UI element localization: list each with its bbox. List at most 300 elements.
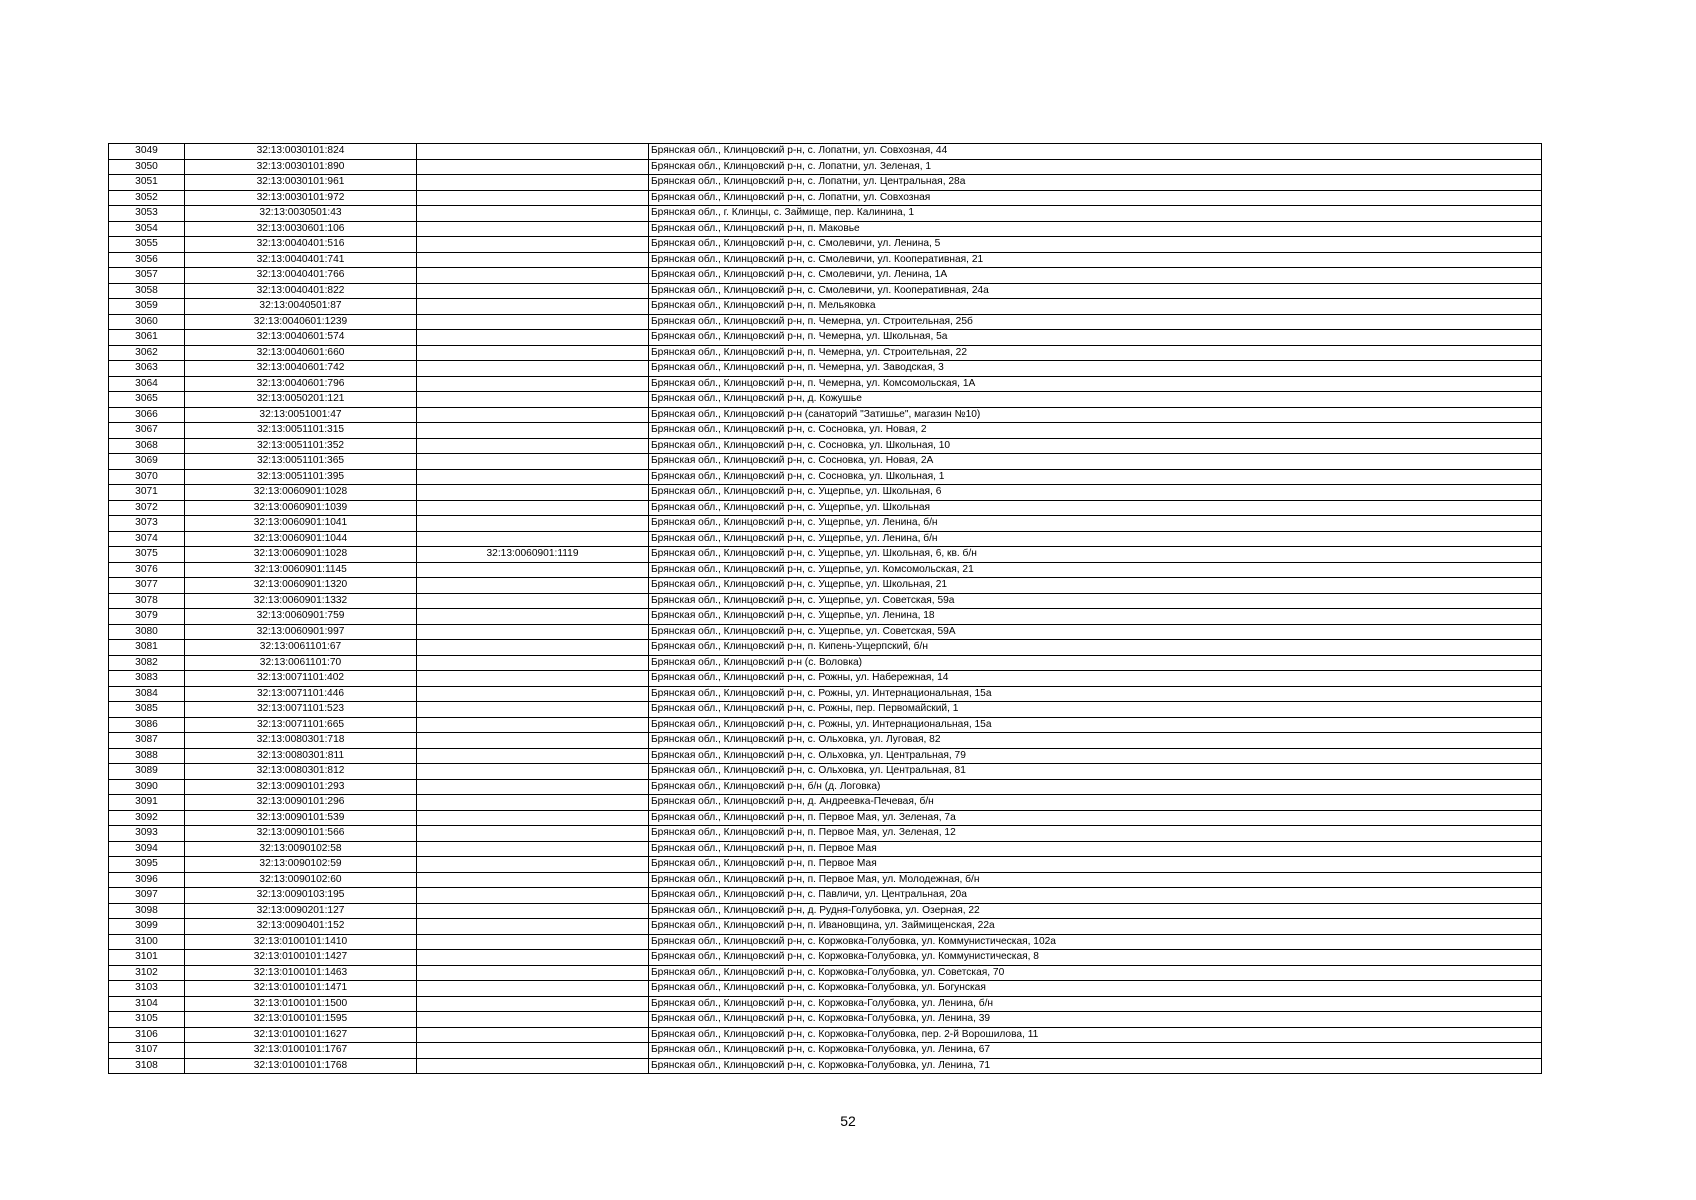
row-number-cell: 3059: [109, 299, 185, 315]
related-cadastral-number-cell: [417, 516, 649, 532]
row-number-cell: 3096: [109, 872, 185, 888]
address-cell: Брянская обл., Клинцовский р-н, п. Чемерна, ул. Комсомольская, 1А: [649, 376, 1542, 392]
related-cadastral-number-cell: [417, 407, 649, 423]
cadastral-number-cell: 32:13:0100101:1471: [185, 981, 417, 997]
cadastral-number-cell: 32:13:0060901:1041: [185, 516, 417, 532]
cadastral-number-cell: 32:13:0100101:1410: [185, 934, 417, 950]
table-row: [109, 779, 1542, 795]
row-number-cell: 3064: [109, 376, 185, 392]
table-row: [109, 748, 1542, 764]
related-cadastral-number-cell: [417, 624, 649, 640]
row-number-cell: 3089: [109, 764, 185, 780]
row-number-cell: 3075: [109, 547, 185, 563]
cadastral-number-cell: 32:13:0060901:1320: [185, 578, 417, 594]
table-row: [109, 733, 1542, 749]
row-number-cell: 3101: [109, 950, 185, 966]
related-cadastral-number-cell: [417, 934, 649, 950]
row-number-cell: 3102: [109, 965, 185, 981]
table-row: [109, 609, 1542, 625]
address-cell: Брянская обл., Клинцовский р-н, с. Смолевичи, ул. Ленина, 5: [649, 237, 1542, 253]
cadastral-number-cell: 32:13:0060901:1028: [185, 485, 417, 501]
table-row: [109, 547, 1542, 563]
row-number-cell: 3093: [109, 826, 185, 842]
row-number-cell: 3080: [109, 624, 185, 640]
table-row: [109, 144, 1542, 160]
table-row: [109, 516, 1542, 532]
row-number-cell: 3105: [109, 1012, 185, 1028]
cadastral-number-cell: 32:13:0100101:1767: [185, 1043, 417, 1059]
address-cell: Брянская обл., Клинцовский р-н, п. Чемерна, ул. Строительная, 22: [649, 345, 1542, 361]
address-cell: Брянская обл., Клинцовский р-н, с. Павличи, ул. Центральная, 20а: [649, 888, 1542, 904]
related-cadastral-number-cell: [417, 857, 649, 873]
table-row: [109, 299, 1542, 315]
row-number-cell: 3068: [109, 438, 185, 454]
address-cell: Брянская обл., Клинцовский р-н, с. Рожны, пер. Первомайский, 1: [649, 702, 1542, 718]
address-cell: Брянская обл., Клинцовский р-н, с. Лопатни, ул. Совхозная: [649, 190, 1542, 206]
table-row: [109, 1027, 1542, 1043]
related-cadastral-number-cell: [417, 159, 649, 175]
address-cell: Брянская обл., Клинцовский р-н, п. Первое Мая, ул. Зеленая, 12: [649, 826, 1542, 842]
row-number-cell: 3103: [109, 981, 185, 997]
row-number-cell: 3058: [109, 283, 185, 299]
row-number-cell: 3088: [109, 748, 185, 764]
address-cell: Брянская обл., Клинцовский р-н, с. Коржовка-Голубовка, ул. Ленина, 39: [649, 1012, 1542, 1028]
address-cell: Брянская обл., Клинцовский р-н, с. Смолевичи, ул. Кооперативная, 21: [649, 252, 1542, 268]
related-cadastral-number-cell: [417, 469, 649, 485]
table-row: [109, 159, 1542, 175]
table-row: [109, 330, 1542, 346]
address-cell: Брянская обл., Клинцовский р-н, с. Ущерпье, ул. Школьная, 6: [649, 485, 1542, 501]
address-cell: Брянская обл., Клинцовский р-н, с. Смолевичи, ул. Ленина, 1А: [649, 268, 1542, 284]
related-cadastral-number-cell: [417, 1043, 649, 1059]
related-cadastral-number-cell: [417, 903, 649, 919]
cadastral-number-cell: 32:13:0090101:296: [185, 795, 417, 811]
related-cadastral-number-cell: [417, 795, 649, 811]
row-number-cell: 3065: [109, 392, 185, 408]
cadastral-number-cell: 32:13:0100101:1627: [185, 1027, 417, 1043]
address-cell: Брянская обл., Клинцовский р-н, п. Чемерна, ул. Заводская, 3: [649, 361, 1542, 377]
cadastral-number-cell: 32:13:0060901:997: [185, 624, 417, 640]
cadastral-number-cell: 32:13:0051101:315: [185, 423, 417, 439]
address-cell: Брянская обл., Клинцовский р-н, п. Первое Мая, ул. Зеленая, 7а: [649, 810, 1542, 826]
table-row: [109, 981, 1542, 997]
cadastral-number-cell: 32:13:0090101:566: [185, 826, 417, 842]
row-number-cell: 3077: [109, 578, 185, 594]
table-row: [109, 423, 1542, 439]
cadastral-number-cell: 32:13:0080301:812: [185, 764, 417, 780]
address-cell: Брянская обл., Клинцовский р-н, п. Мельяковка: [649, 299, 1542, 315]
address-cell: Брянская обл., г. Клинцы, с. Займище, пер. Калинина, 1: [649, 206, 1542, 222]
row-number-cell: 3082: [109, 655, 185, 671]
cadastral-number-cell: 32:13:0100101:1500: [185, 996, 417, 1012]
related-cadastral-number-cell: 32:13:0060901:1119: [417, 547, 649, 563]
cadastral-number-cell: 32:13:0040601:574: [185, 330, 417, 346]
cadastral-number-cell: 32:13:0100101:1595: [185, 1012, 417, 1028]
table-row: [109, 314, 1542, 330]
cadastral-number-cell: 32:13:0090102:60: [185, 872, 417, 888]
table-row: [109, 469, 1542, 485]
address-cell: Брянская обл., Клинцовский р-н, б/н (д. Логовка): [649, 779, 1542, 795]
table-row: [109, 175, 1542, 191]
related-cadastral-number-cell: [417, 206, 649, 222]
related-cadastral-number-cell: [417, 888, 649, 904]
cadastral-number-cell: 32:13:0090103:195: [185, 888, 417, 904]
cadastral-number-cell: 32:13:0090101:539: [185, 810, 417, 826]
row-number-cell: 3107: [109, 1043, 185, 1059]
row-number-cell: 3097: [109, 888, 185, 904]
cadastral-number-cell: 32:13:0040601:1239: [185, 314, 417, 330]
table-row: [109, 531, 1542, 547]
table-row: [109, 934, 1542, 950]
cadastral-number-cell: 32:13:0040601:660: [185, 345, 417, 361]
related-cadastral-number-cell: [417, 144, 649, 160]
address-cell: Брянская обл., Клинцовский р-н, с. Сосновка, ул. Новая, 2А: [649, 454, 1542, 470]
table-row: [109, 407, 1542, 423]
related-cadastral-number-cell: [417, 1027, 649, 1043]
address-cell: Брянская обл., Клинцовский р-н, п. Первое Мая: [649, 857, 1542, 873]
row-number-cell: 3053: [109, 206, 185, 222]
row-number-cell: 3060: [109, 314, 185, 330]
table-row: [109, 795, 1542, 811]
address-cell: Брянская обл., Клинцовский р-н, с. Ущерпье, ул. Школьная, 6, кв. б/н: [649, 547, 1542, 563]
related-cadastral-number-cell: [417, 640, 649, 656]
cadastral-number-cell: 32:13:0090101:293: [185, 779, 417, 795]
address-cell: Брянская обл., Клинцовский р-н, с. Ущерпье, ул. Советская, 59а: [649, 593, 1542, 609]
cadastral-number-cell: 32:13:0080301:718: [185, 733, 417, 749]
row-number-cell: 3052: [109, 190, 185, 206]
address-cell: Брянская обл., Клинцовский р-н, с. Ущерпье, ул. Ленина, 18: [649, 609, 1542, 625]
related-cadastral-number-cell: [417, 252, 649, 268]
table-row: [109, 655, 1542, 671]
table-row: [109, 268, 1542, 284]
related-cadastral-number-cell: [417, 655, 649, 671]
table-row: [109, 1043, 1542, 1059]
cadastral-number-cell: 32:13:0090201:127: [185, 903, 417, 919]
address-cell: Брянская обл., Клинцовский р-н, с. Лопатни, ул. Центральная, 28а: [649, 175, 1542, 191]
related-cadastral-number-cell: [417, 438, 649, 454]
related-cadastral-number-cell: [417, 454, 649, 470]
related-cadastral-number-cell: [417, 423, 649, 439]
cadastral-number-cell: 32:13:0061101:67: [185, 640, 417, 656]
address-cell: Брянская обл., Клинцовский р-н, п. Кипень-Ущерпский, б/н: [649, 640, 1542, 656]
cadastral-number-cell: 32:13:0040401:766: [185, 268, 417, 284]
cadastral-number-cell: 32:13:0100101:1463: [185, 965, 417, 981]
table-row: [109, 903, 1542, 919]
related-cadastral-number-cell: [417, 733, 649, 749]
table-row: [109, 857, 1542, 873]
cadastral-number-cell: 32:13:0060901:1039: [185, 500, 417, 516]
table-row: [109, 221, 1542, 237]
table-row: [109, 392, 1542, 408]
table-row: [109, 438, 1542, 454]
address-cell: Брянская обл., Клинцовский р-н, с. Коржовка-Голубовка, ул. Богунская: [649, 981, 1542, 997]
row-number-cell: 3057: [109, 268, 185, 284]
row-number-cell: 3063: [109, 361, 185, 377]
address-cell: Брянская обл., Клинцовский р-н, с. Сосновка, ул. Школьная, 10: [649, 438, 1542, 454]
row-number-cell: 3061: [109, 330, 185, 346]
cadastral-number-cell: 32:13:0040401:822: [185, 283, 417, 299]
address-cell: Брянская обл., Клинцовский р-н, д. Андреевка-Печевая, б/н: [649, 795, 1542, 811]
row-number-cell: 3078: [109, 593, 185, 609]
row-number-cell: 3072: [109, 500, 185, 516]
address-cell: Брянская обл., Клинцовский р-н, с. Коржовка-Голубовка, ул. Советская, 70: [649, 965, 1542, 981]
table-row: [109, 996, 1542, 1012]
address-cell: Брянская обл., Клинцовский р-н, с. Ущерпье, ул. Советская, 59А: [649, 624, 1542, 640]
address-cell: Брянская обл., Клинцовский р-н, п. Первое Мая: [649, 841, 1542, 857]
related-cadastral-number-cell: [417, 283, 649, 299]
related-cadastral-number-cell: [417, 237, 649, 253]
cadastral-number-cell: 32:13:0060901:1044: [185, 531, 417, 547]
table-row: [109, 500, 1542, 516]
cadastral-number-cell: 32:13:0100101:1427: [185, 950, 417, 966]
related-cadastral-number-cell: [417, 764, 649, 780]
cadastral-number-cell: 32:13:0071101:402: [185, 671, 417, 687]
row-number-cell: 3071: [109, 485, 185, 501]
cadastral-number-cell: 32:13:0100101:1768: [185, 1058, 417, 1074]
address-cell: Брянская обл., Клинцовский р-н, с. Коржовка-Голубовка, ул. Ленина, 67: [649, 1043, 1542, 1059]
row-number-cell: 3054: [109, 221, 185, 237]
related-cadastral-number-cell: [417, 841, 649, 857]
row-number-cell: 3067: [109, 423, 185, 439]
table-row: [109, 1012, 1542, 1028]
related-cadastral-number-cell: [417, 686, 649, 702]
cadastral-number-cell: 32:13:0060901:1028: [185, 547, 417, 563]
table-row: [109, 702, 1542, 718]
row-number-cell: 3086: [109, 717, 185, 733]
row-number-cell: 3062: [109, 345, 185, 361]
cadastral-number-cell: 32:13:0051101:395: [185, 469, 417, 485]
cadastral-number-cell: 32:13:0051001:47: [185, 407, 417, 423]
address-cell: Брянская обл., Клинцовский р-н, п. Маковье: [649, 221, 1542, 237]
related-cadastral-number-cell: [417, 500, 649, 516]
cadastral-number-cell: 32:13:0090102:59: [185, 857, 417, 873]
table-row: [109, 190, 1542, 206]
related-cadastral-number-cell: [417, 314, 649, 330]
row-number-cell: 3104: [109, 996, 185, 1012]
address-cell: Брянская обл., Клинцовский р-н, с. Коржовка-Голубовка, ул. Коммунистическая, 8: [649, 950, 1542, 966]
address-cell: Брянская обл., Клинцовский р-н, с. Ущерпье, ул. Ленина, б/н: [649, 516, 1542, 532]
address-cell: Брянская обл., Клинцовский р-н, п. Чемерна, ул. Строительная, 25б: [649, 314, 1542, 330]
table-row: [109, 206, 1542, 222]
cadastral-number-cell: 32:13:0090102:58: [185, 841, 417, 857]
row-number-cell: 3087: [109, 733, 185, 749]
table-row: [109, 624, 1542, 640]
row-number-cell: 3079: [109, 609, 185, 625]
cadastral-number-cell: 32:13:0040601:796: [185, 376, 417, 392]
address-cell: Брянская обл., Клинцовский р-н, с. Рожны, ул. Интернациональная, 15а: [649, 686, 1542, 702]
related-cadastral-number-cell: [417, 981, 649, 997]
address-cell: Брянская обл., Клинцовский р-н, с. Коржовка-Голубовка, ул. Коммунистическая, 102а: [649, 934, 1542, 950]
address-cell: Брянская обл., Клинцовский р-н, п. Ивановщина, ул. Займищенская, 22а: [649, 919, 1542, 935]
row-number-cell: 3070: [109, 469, 185, 485]
cadastral-number-cell: 32:13:0030101:972: [185, 190, 417, 206]
table-row: [109, 764, 1542, 780]
cadastral-number-cell: 32:13:0071101:665: [185, 717, 417, 733]
page-number: 52: [840, 1113, 856, 1129]
row-number-cell: 3074: [109, 531, 185, 547]
table-row: [109, 1058, 1542, 1074]
related-cadastral-number-cell: [417, 702, 649, 718]
address-cell: Брянская обл., Клинцовский р-н (санаторий "Затишье", магазин №10): [649, 407, 1542, 423]
table-row: [109, 578, 1542, 594]
address-cell: Брянская обл., Клинцовский р-н, с. Рожны, ул. Интернациональная, 15а: [649, 717, 1542, 733]
address-cell: Брянская обл., Клинцовский р-н, с. Смолевичи, ул. Кооперативная, 24а: [649, 283, 1542, 299]
address-cell: Брянская обл., Клинцовский р-н, с. Ольховка, ул. Центральная, 81: [649, 764, 1542, 780]
cadastral-number-cell: 32:13:0030101:961: [185, 175, 417, 191]
table-row: [109, 562, 1542, 578]
related-cadastral-number-cell: [417, 996, 649, 1012]
row-number-cell: 3098: [109, 903, 185, 919]
related-cadastral-number-cell: [417, 531, 649, 547]
related-cadastral-number-cell: [417, 578, 649, 594]
address-cell: Брянская обл., Клинцовский р-н, с. Лопатни, ул. Зеленая, 1: [649, 159, 1542, 175]
related-cadastral-number-cell: [417, 392, 649, 408]
cadastral-number-cell: 32:13:0060901:759: [185, 609, 417, 625]
row-number-cell: 3066: [109, 407, 185, 423]
address-cell: Брянская обл., Клинцовский р-н, д. Кожушье: [649, 392, 1542, 408]
table-row: [109, 841, 1542, 857]
related-cadastral-number-cell: [417, 485, 649, 501]
row-number-cell: 3076: [109, 562, 185, 578]
cadastral-number-cell: 32:13:0030101:890: [185, 159, 417, 175]
row-number-cell: 3073: [109, 516, 185, 532]
row-number-cell: 3051: [109, 175, 185, 191]
related-cadastral-number-cell: [417, 376, 649, 392]
related-cadastral-number-cell: [417, 671, 649, 687]
table-row: [109, 283, 1542, 299]
address-cell: Брянская обл., Клинцовский р-н, с. Ущерпье, ул. Школьная, 21: [649, 578, 1542, 594]
table-row: [109, 717, 1542, 733]
cadastral-number-cell: 32:13:0050201:121: [185, 392, 417, 408]
related-cadastral-number-cell: [417, 919, 649, 935]
cadastral-number-cell: 32:13:0040401:741: [185, 252, 417, 268]
related-cadastral-number-cell: [417, 965, 649, 981]
related-cadastral-number-cell: [417, 190, 649, 206]
address-cell: Брянская обл., Клинцовский р-н, с. Сосновка, ул. Новая, 2: [649, 423, 1542, 439]
row-number-cell: 3069: [109, 454, 185, 470]
address-cell: Брянская обл., Клинцовский р-н, с. Ущерпье, ул. Ленина, б/н: [649, 531, 1542, 547]
row-number-cell: 3055: [109, 237, 185, 253]
related-cadastral-number-cell: [417, 221, 649, 237]
related-cadastral-number-cell: [417, 950, 649, 966]
table-row: [109, 686, 1542, 702]
related-cadastral-number-cell: [417, 175, 649, 191]
cadastral-number-cell: 32:13:0071101:446: [185, 686, 417, 702]
related-cadastral-number-cell: [417, 330, 649, 346]
related-cadastral-number-cell: [417, 609, 649, 625]
table-row: [109, 485, 1542, 501]
related-cadastral-number-cell: [417, 345, 649, 361]
cadastral-number-cell: 32:13:0040601:742: [185, 361, 417, 377]
row-number-cell: 3092: [109, 810, 185, 826]
cadastral-number-cell: 32:13:0030501:43: [185, 206, 417, 222]
address-cell: Брянская обл., Клинцовский р-н, с. Рожны, ул. Набережная, 14: [649, 671, 1542, 687]
table-row: [109, 361, 1542, 377]
row-number-cell: 3106: [109, 1027, 185, 1043]
table-row: [109, 872, 1542, 888]
table-row: [109, 454, 1542, 470]
row-number-cell: 3091: [109, 795, 185, 811]
address-cell: Брянская обл., Клинцовский р-н, с. Сосновка, ул. Школьная, 1: [649, 469, 1542, 485]
related-cadastral-number-cell: [417, 826, 649, 842]
address-cell: Брянская обл., Клинцовский р-н, п. Первое Мая, ул. Молодежная, б/н: [649, 872, 1542, 888]
related-cadastral-number-cell: [417, 361, 649, 377]
row-number-cell: 3095: [109, 857, 185, 873]
cadastral-number-cell: 32:13:0061101:70: [185, 655, 417, 671]
row-number-cell: 3049: [109, 144, 185, 160]
address-cell: Брянская обл., Клинцовский р-н, с. Ущерпье, ул. Школьная: [649, 500, 1542, 516]
row-number-cell: 3099: [109, 919, 185, 935]
cadastral-number-cell: 32:13:0030601:106: [185, 221, 417, 237]
table-row: [109, 810, 1542, 826]
row-number-cell: 3085: [109, 702, 185, 718]
row-number-cell: 3108: [109, 1058, 185, 1074]
related-cadastral-number-cell: [417, 748, 649, 764]
table-row: [109, 252, 1542, 268]
row-number-cell: 3090: [109, 779, 185, 795]
cadastral-number-cell: 32:13:0051101:352: [185, 438, 417, 454]
related-cadastral-number-cell: [417, 1012, 649, 1028]
table-row: [109, 237, 1542, 253]
table-row: [109, 593, 1542, 609]
address-cell: Брянская обл., Клинцовский р-н, д. Рудня-Голубовка, ул. Озерная, 22: [649, 903, 1542, 919]
table-row: [109, 965, 1542, 981]
cadastral-number-cell: 32:13:0071101:523: [185, 702, 417, 718]
related-cadastral-number-cell: [417, 1058, 649, 1074]
cadastral-number-cell: 32:13:0060901:1332: [185, 593, 417, 609]
cadastral-number-cell: 32:13:0040401:516: [185, 237, 417, 253]
related-cadastral-number-cell: [417, 593, 649, 609]
property-table: [108, 143, 1542, 1074]
table-row: [109, 919, 1542, 935]
address-cell: Брянская обл., Клинцовский р-н, с. Коржовка-Голубовка, пер. 2-й Ворошилова, 11: [649, 1027, 1542, 1043]
cadastral-number-cell: 32:13:0060901:1145: [185, 562, 417, 578]
related-cadastral-number-cell: [417, 562, 649, 578]
table-row: [109, 345, 1542, 361]
address-cell: Брянская обл., Клинцовский р-н, с. Ущерпье, ул. Комсомольская, 21: [649, 562, 1542, 578]
related-cadastral-number-cell: [417, 268, 649, 284]
related-cadastral-number-cell: [417, 299, 649, 315]
row-number-cell: 3056: [109, 252, 185, 268]
cadastral-number-cell: 32:13:0090401:152: [185, 919, 417, 935]
row-number-cell: 3083: [109, 671, 185, 687]
row-number-cell: 3100: [109, 934, 185, 950]
table-row: [109, 950, 1542, 966]
address-cell: Брянская обл., Клинцовский р-н, п. Чемерна, ул. Школьная, 5а: [649, 330, 1542, 346]
address-cell: Брянская обл., Клинцовский р-н (с. Воловка): [649, 655, 1542, 671]
address-cell: Брянская обл., Клинцовский р-н, с. Лопатни, ул. Совхозная, 44: [649, 144, 1542, 160]
property-table-body: [109, 144, 1542, 1074]
cadastral-number-cell: 32:13:0080301:811: [185, 748, 417, 764]
address-cell: Брянская обл., Клинцовский р-н, с. Коржовка-Голубовка, ул. Ленина, 71: [649, 1058, 1542, 1074]
table-row: [109, 888, 1542, 904]
table-row: [109, 826, 1542, 842]
related-cadastral-number-cell: [417, 779, 649, 795]
cadastral-number-cell: 32:13:0051101:365: [185, 454, 417, 470]
table-row: [109, 671, 1542, 687]
cadastral-number-cell: 32:13:0030101:824: [185, 144, 417, 160]
related-cadastral-number-cell: [417, 810, 649, 826]
table-row: [109, 376, 1542, 392]
row-number-cell: 3084: [109, 686, 185, 702]
address-cell: Брянская обл., Клинцовский р-н, с. Коржовка-Голубовка, ул. Ленина, б/н: [649, 996, 1542, 1012]
related-cadastral-number-cell: [417, 872, 649, 888]
related-cadastral-number-cell: [417, 717, 649, 733]
address-cell: Брянская обл., Клинцовский р-н, с. Ольховка, ул. Луговая, 82: [649, 733, 1542, 749]
table-row: [109, 640, 1542, 656]
row-number-cell: 3081: [109, 640, 185, 656]
row-number-cell: 3094: [109, 841, 185, 857]
